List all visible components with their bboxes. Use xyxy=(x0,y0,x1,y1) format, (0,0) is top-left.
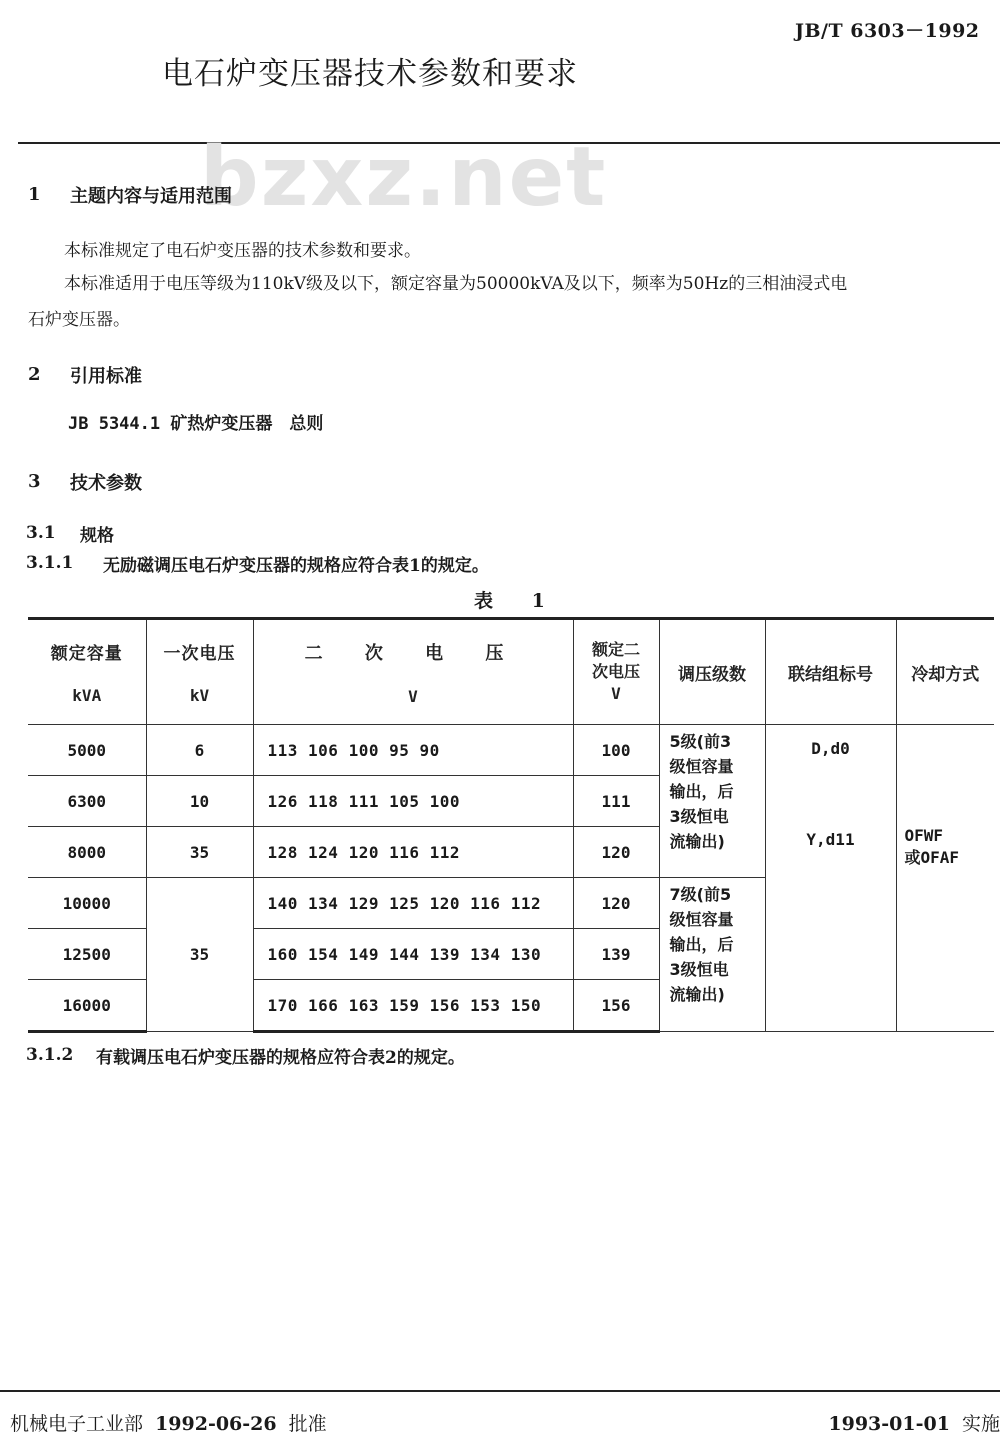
section-2-number: 2 xyxy=(28,364,41,385)
section-1-paragraph-2: 本标准适用于电压等级为110kV级及以下，额定容量为50000kVA及以下，频率为50Hz的三相油浸式电 xyxy=(64,274,848,294)
header-secondary-voltage: 二 次 电 压 V xyxy=(253,619,573,725)
subsection-3-1-1-text: 无励磁调压电石炉变压器的规格应符合表1的规定。 xyxy=(103,556,489,576)
effective-label: 实施 xyxy=(961,1413,1000,1435)
cell-primary: 10 xyxy=(146,776,253,827)
cell-secondary: 113 106 100 95 90 xyxy=(253,725,573,776)
standard-code: JB/T 6303－1992 xyxy=(795,20,980,42)
section-1-number: 1 xyxy=(28,184,41,205)
watermark: bzxz.net xyxy=(200,130,608,225)
cell-cooling-method: OFWF 或OFAF xyxy=(896,725,994,1032)
section-3-title: 技术参数 xyxy=(70,473,142,494)
approve-date: 1992-06-26 xyxy=(155,1413,277,1435)
cell-capacity: 16000 xyxy=(28,980,146,1032)
issuer: 机械电子工业部 xyxy=(10,1413,144,1435)
subsection-3-1-2-number: 3.1.2 xyxy=(26,1045,74,1065)
section-1-paragraph-1: 本标准规定了电石炉变压器的技术参数和要求。 xyxy=(64,241,421,261)
cell-connection-symbol xyxy=(765,725,896,1032)
connection-y-d11: Y,d11 xyxy=(806,830,855,849)
header-primary-voltage: 一次电压 kV xyxy=(146,619,253,725)
header-rated-secondary-voltage: 额定二 次电压 V xyxy=(573,619,659,725)
header-connection-symbol: 联结组标号 xyxy=(765,619,896,725)
cell-capacity: 12500 xyxy=(28,929,146,980)
approve-label: 批准 xyxy=(288,1413,327,1435)
connection-d-d0: D,d0 xyxy=(811,739,850,758)
subsection-3-1-title: 规格 xyxy=(80,526,114,546)
footer-effective xyxy=(828,1409,1000,1436)
effective-date: 1993-01-01 xyxy=(828,1413,950,1435)
footer-approval xyxy=(10,1409,327,1436)
section-3-number: 3 xyxy=(28,471,41,492)
table-1-caption: 表 1 xyxy=(474,590,561,612)
table-header-row xyxy=(28,619,994,725)
cell-primary: 35 xyxy=(146,827,253,878)
table-1 xyxy=(28,617,994,1033)
document-title: 电石炉变压器技术参数和要求 xyxy=(162,56,578,92)
cell-rated-secondary: 120 xyxy=(573,827,659,878)
cell-capacity: 8000 xyxy=(28,827,146,878)
header-cooling-method: 冷却方式 xyxy=(896,619,994,725)
cell-rated-secondary: 111 xyxy=(573,776,659,827)
cell-rated-secondary: 120 xyxy=(573,878,659,929)
subsection-3-1-1-number: 3.1.1 xyxy=(26,553,74,573)
subsection-3-1-number: 3.1 xyxy=(26,523,56,543)
cell-rated-secondary: 100 xyxy=(573,725,659,776)
cell-primary: 35 xyxy=(146,878,253,1032)
cell-tap-steps-group-1: 5级(前3 级恒容量 输出，后 3级恒电 流输出) xyxy=(659,725,765,878)
subsection-3-1-2-text: 有载调压电石炉变压器的规格应符合表2的规定。 xyxy=(96,1048,465,1068)
referenced-standard: JB 5344.1 矿热炉变压器 总则 xyxy=(68,414,324,434)
cell-capacity: 10000 xyxy=(28,878,146,929)
cell-capacity: 5000 xyxy=(28,725,146,776)
cell-secondary: 170 166 163 159 156 153 150 xyxy=(253,980,573,1032)
cell-rated-secondary: 156 xyxy=(573,980,659,1032)
header-tap-steps: 调压级数 xyxy=(659,619,765,725)
section-2-title: 引用标准 xyxy=(70,366,142,387)
cell-capacity: 6300 xyxy=(28,776,146,827)
footer-rule xyxy=(0,1390,1000,1392)
cell-secondary: 160 154 149 144 139 134 130 xyxy=(253,929,573,980)
table-row xyxy=(28,725,994,776)
cell-rated-secondary: 139 xyxy=(573,929,659,980)
cell-secondary: 128 124 120 116 112 xyxy=(253,827,573,878)
section-1-paragraph-3: 石炉变压器。 xyxy=(28,310,130,330)
cell-primary: 6 xyxy=(146,725,253,776)
cell-secondary: 140 134 129 125 120 116 112 xyxy=(253,878,573,929)
section-1-title: 主题内容与适用范围 xyxy=(70,186,232,207)
cell-tap-steps-group-2: 7级(前5 级恒容量 输出，后 3级恒电 流输出) xyxy=(659,878,765,1032)
cell-secondary: 126 118 111 105 100 xyxy=(253,776,573,827)
header-rated-capacity: 额定容量 kVA xyxy=(28,619,146,725)
